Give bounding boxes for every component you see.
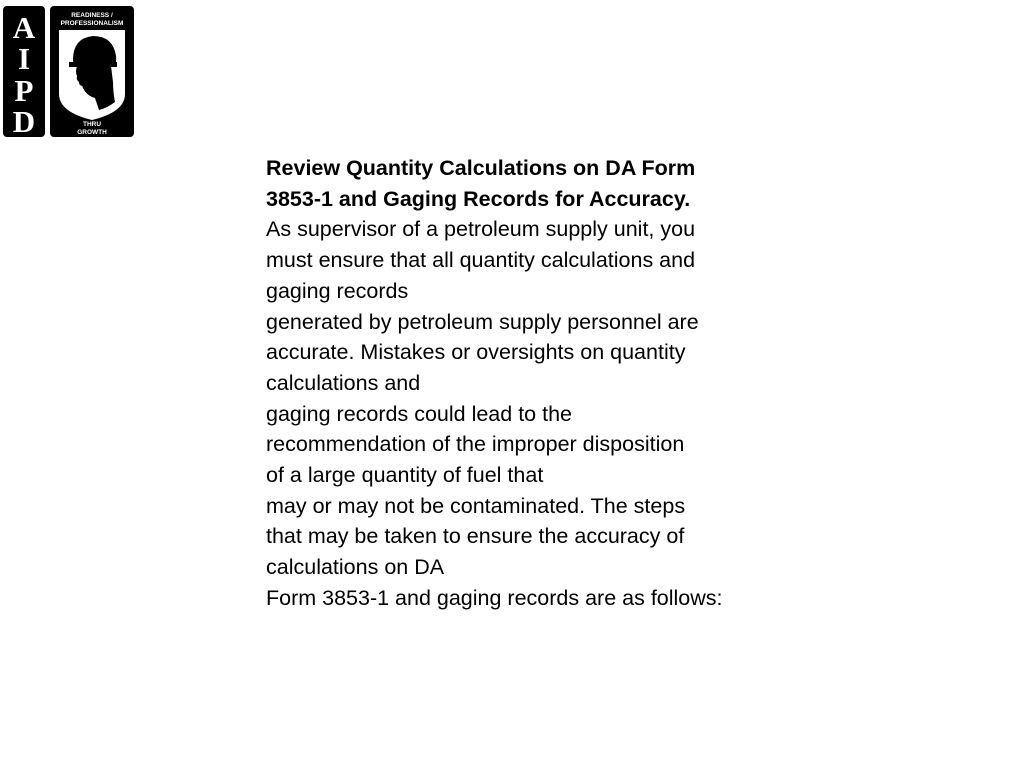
body-line-6: calculations and (266, 370, 421, 395)
body-line-8: recommendation of the improper disposition (266, 432, 685, 457)
logo-letter-a: A (12, 10, 36, 45)
logo-letter-p: P (14, 73, 34, 108)
logo-letter-d: D (12, 104, 36, 137)
aipd-logo (3, 6, 134, 137)
body-line-11: that may be taken to ensure the accuracy of (266, 524, 685, 549)
body-line-10: may or may not be contaminated. The steps (266, 493, 686, 518)
logo-bottom-text-2: GROWTH (77, 129, 107, 136)
body-line-9: of a large quantity of fuel that (266, 463, 544, 488)
logo-bottom-text-1: THRU (82, 121, 102, 128)
heading-line-1: Review Quantity Calculations on DA Form (266, 156, 696, 180)
body-line-5: accurate. Mistakes or oversights on quantity (266, 340, 686, 365)
body-line-4: generated by petroleum supply personnel are (266, 309, 699, 334)
aipd-logo-graphic (3, 6, 134, 137)
logo-top-text-2: PROFESSIONALISM (60, 20, 124, 27)
heading-line-2: 3853-1 and Gaging Records for Accuracy. (266, 186, 691, 211)
document-text-block (266, 153, 766, 614)
body-line-3: gaging records (266, 278, 409, 303)
body-line-13: Form 3853-1 and gaging records are as follows: (266, 585, 723, 610)
logo-top-text-1: READINESS / (71, 12, 113, 19)
body-line-1: As supervisor of a petroleum supply unit, you (266, 217, 696, 242)
body-line-2: must ensure that all quantity calculations and (266, 248, 696, 273)
body-line-12: calculations on DA (266, 555, 445, 580)
logo-letter-i: I (17, 41, 31, 76)
body-line-7: gaging records could lead to the (266, 401, 572, 426)
